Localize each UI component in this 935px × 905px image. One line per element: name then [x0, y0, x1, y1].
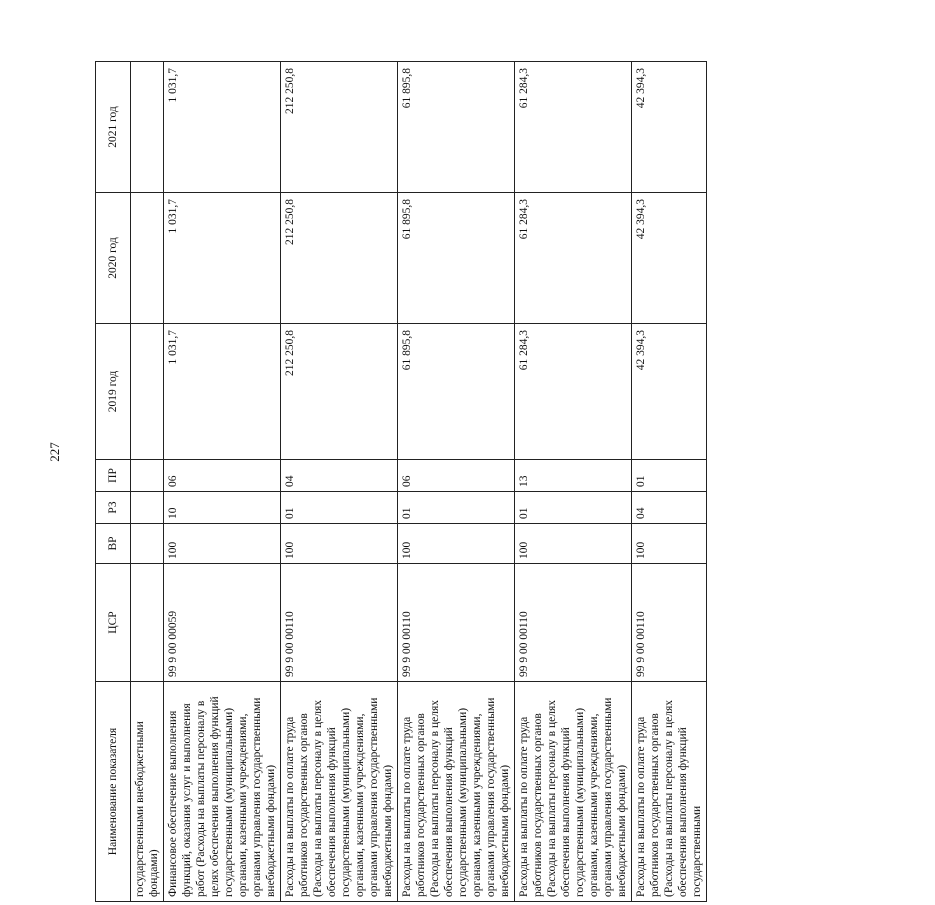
row-pr: 06	[398, 460, 515, 492]
empty-cell	[131, 564, 164, 682]
row-2021: 1 031,7	[164, 62, 281, 193]
header-vr: ВР	[96, 524, 131, 564]
table-row	[164, 62, 281, 902]
empty-cell	[131, 492, 164, 524]
row-2020: 61 284,3	[515, 193, 632, 324]
row-vr: 100	[398, 524, 515, 564]
row-2019: 1 031,7	[164, 324, 281, 460]
header-2021: 2021 год	[96, 62, 131, 193]
row-2021: 61 284,3	[515, 62, 632, 193]
empty-cell	[131, 324, 164, 460]
row-name: Финансовое обеспечение выполнения функций, оказания услуг и выполнения работ (Расходы на выплаты персоналу в целях обеспечения выполнения функций государственными (муниципальными) органами, казенными учреждениями, органами управления государственными внебюджетными фондами)	[164, 682, 281, 902]
row-vr: 100	[164, 524, 281, 564]
empty-cell	[131, 193, 164, 324]
header-2020: 2020 год	[96, 193, 131, 324]
row-name: Расходы на выплаты по оплате труда работников государственных органов (Расходы на выплаты персоналу в целях обеспечения выполнения функций государственными	[632, 682, 707, 902]
row-vr: 100	[632, 524, 707, 564]
row-pr: 01	[632, 460, 707, 492]
row-rz: 01	[281, 492, 398, 524]
row-2020: 61 895,8	[398, 193, 515, 324]
row-csr: 99 9 00 00059	[164, 564, 281, 682]
row-2020: 1 031,7	[164, 193, 281, 324]
empty-cell	[131, 524, 164, 564]
row-vr: 100	[281, 524, 398, 564]
row-rz: 04	[632, 492, 707, 524]
header-2019: 2019 год	[96, 324, 131, 460]
table-row	[398, 62, 515, 902]
row-2019: 212 250,8	[281, 324, 398, 460]
table-row	[281, 62, 398, 902]
row-2020: 42 394,3	[632, 193, 707, 324]
row-pr: 06	[164, 460, 281, 492]
row-2021: 42 394,3	[632, 62, 707, 193]
row-csr: 99 9 00 00110	[515, 564, 632, 682]
page-number: 227	[47, 442, 62, 462]
rotated-table-inner	[95, 62, 703, 902]
budget-table	[95, 61, 707, 902]
row-2020: 212 250,8	[281, 193, 398, 324]
row-2021: 212 250,8	[281, 62, 398, 193]
row-rz: 01	[515, 492, 632, 524]
empty-cell	[131, 460, 164, 492]
header-pr: ПР	[96, 460, 131, 492]
row-csr: 99 9 00 00110	[398, 564, 515, 682]
row-name: Расходы на выплаты по оплате труда работников государственных органов (Расходы на выплаты персоналу в целях обеспечения выполнения функций государственными (муниципальными) органами, казенными учреждениями, органами управления государственными внебюджетными фондами)	[281, 682, 398, 902]
row-vr: 100	[515, 524, 632, 564]
table-row	[515, 62, 632, 902]
row-name: Расходы на выплаты по оплате труда работников государственных органов (Расходы на выплаты персоналу в целях обеспечения выполнения функций государственными (муниципальными) органами, казенными учреждениями, органами управления государственными внебюджетными фондами)	[398, 682, 515, 902]
header-rz: РЗ	[96, 492, 131, 524]
rotated-table-area	[95, 62, 935, 897]
table-row	[632, 62, 707, 902]
row-pr: 13	[515, 460, 632, 492]
empty-cell	[131, 62, 164, 193]
row-name: Расходы на выплаты по оплате труда работников государственных органов (Расходы на выплаты персоналу в целях обеспечения выполнения функций государственными (муниципальными) органами, казенными учреждениями, органами управления государственными внебюджетными фондами)	[515, 682, 632, 902]
header-csr: ЦСР	[96, 564, 131, 682]
row-rz: 01	[398, 492, 515, 524]
row-2021: 61 895,8	[398, 62, 515, 193]
row-2019: 61 895,8	[398, 324, 515, 460]
row-csr: 99 9 00 00110	[281, 564, 398, 682]
continuation-text: государственными внебюджетными фондами)	[131, 682, 164, 902]
header-name: Наименование показателя	[96, 682, 131, 902]
row-2019: 42 394,3	[632, 324, 707, 460]
table-row-continuation	[131, 62, 164, 902]
row-csr: 99 9 00 00110	[632, 564, 707, 682]
row-rz: 10	[164, 492, 281, 524]
row-pr: 04	[281, 460, 398, 492]
header-row	[96, 62, 131, 902]
row-2019: 61 284,3	[515, 324, 632, 460]
